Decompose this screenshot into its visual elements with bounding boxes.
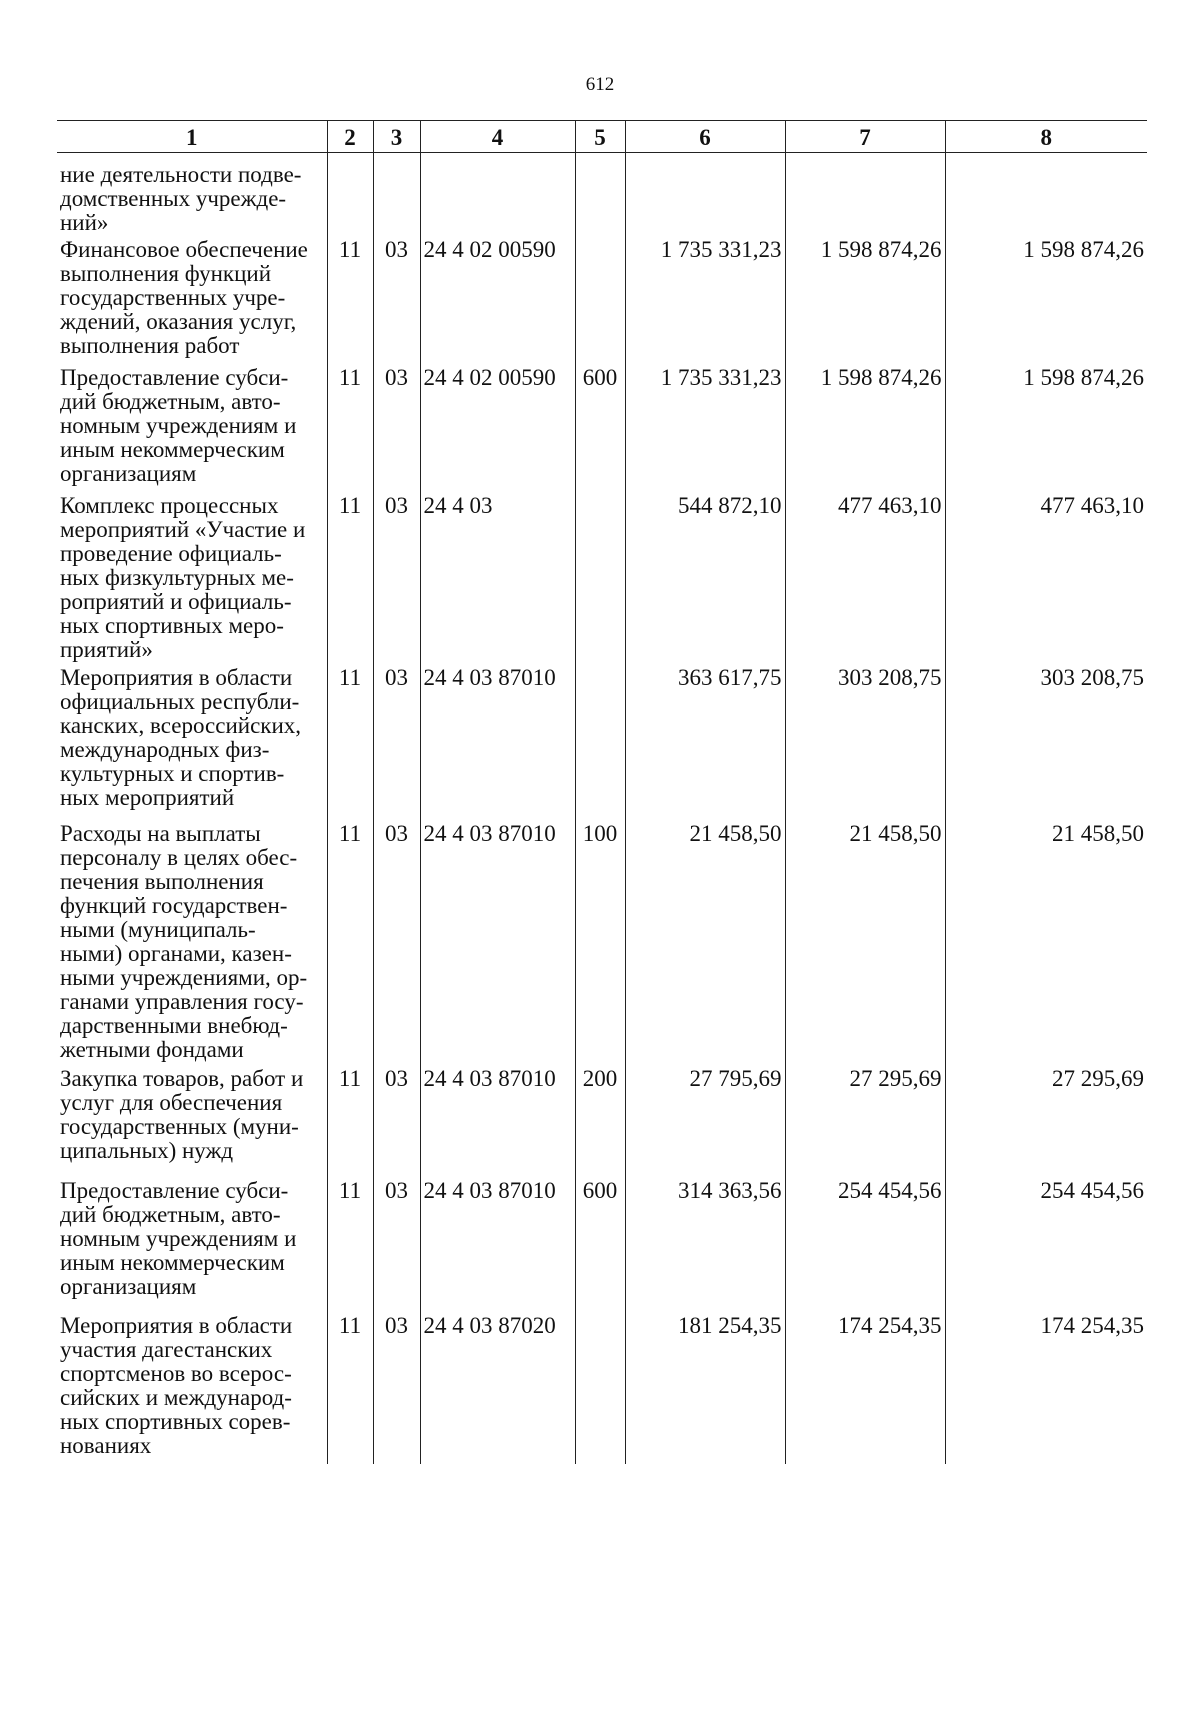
row-name-cell [57, 666, 327, 822]
section-code-cell: 11 [327, 1314, 373, 1464]
row-name-line: Предоставление субси- [60, 1177, 289, 1203]
row-name-cell [57, 366, 327, 494]
row-name-line: нованиях [60, 1432, 152, 1458]
row-name-line: ний» [60, 210, 109, 235]
target-article-cell: 24 4 03 87010 [420, 1067, 575, 1179]
table-row [57, 822, 1147, 1067]
row-name-line: организациям [60, 1273, 197, 1299]
amount-col6-cell: 181 254,35 [625, 1314, 785, 1464]
subsection-code-cell: 03 [373, 1067, 420, 1179]
table-row [57, 1314, 1147, 1464]
row-name-cell [57, 1067, 327, 1179]
row-name-line: услуг для обеспечения [60, 1089, 283, 1115]
row-name-line: Финансовое обеспечение [60, 236, 308, 262]
row-name-line: функций государствен- [60, 892, 288, 918]
amount-col7-cell [785, 153, 945, 238]
row-name-line: персоналу в целях обес- [60, 844, 298, 870]
row-name-line: мероприятий «Участие и [60, 516, 306, 542]
expense-type-cell: 100 [575, 822, 625, 1067]
amount-col7-cell: 27 295,69 [785, 1067, 945, 1179]
amount-col8-cell: 27 295,69 [945, 1067, 1147, 1179]
amount-col8-cell [945, 153, 1147, 238]
row-name-line: международных физ- [60, 736, 270, 762]
row-name-line: выполнения работ [60, 332, 240, 358]
amount-col6-cell: 544 872,10 [625, 494, 785, 666]
amount-col7-cell: 477 463,10 [785, 494, 945, 666]
row-name-line: ных физкультурных ме- [60, 564, 294, 590]
table-row [57, 666, 1147, 822]
row-name-line: сийских и международ- [60, 1384, 292, 1410]
row-name-line: участия дагестанских [60, 1336, 273, 1362]
amount-col7-cell: 1 598 874,26 [785, 238, 945, 366]
row-name-line: номным учреждениям и [60, 412, 297, 438]
row-name-line: государственных (муни- [60, 1113, 299, 1139]
expense-type-cell [575, 153, 625, 238]
row-name-line: Предоставление субси- [60, 364, 289, 390]
row-name-line: канских, всероссийских, [60, 712, 302, 738]
row-name-line: Комплекс процессных [60, 492, 279, 518]
amount-col8-cell: 174 254,35 [945, 1314, 1147, 1464]
row-name-line: ными учреждениями, ор- [60, 964, 308, 990]
target-article-cell: 24 4 03 87020 [420, 1314, 575, 1464]
subsection-code-cell: 03 [373, 822, 420, 1067]
row-name-line: Расходы на выплаты [60, 820, 261, 846]
row-name-line: иным некоммерческим [60, 436, 285, 462]
section-code-cell: 11 [327, 666, 373, 822]
column-header: 5 [575, 121, 625, 153]
section-code-cell: 11 [327, 1179, 373, 1314]
target-article-cell: 24 4 03 87010 [420, 1179, 575, 1314]
target-article-cell [420, 153, 575, 238]
row-name-line: ных мероприятий [60, 784, 235, 810]
amount-col8-cell: 21 458,50 [945, 822, 1147, 1067]
column-header: 7 [785, 121, 945, 153]
subsection-code-cell: 03 [373, 366, 420, 494]
amount-col8-cell: 254 454,56 [945, 1179, 1147, 1314]
row-name-line: Мероприятия в области [60, 664, 293, 690]
column-header: 6 [625, 121, 785, 153]
column-header: 1 [57, 121, 327, 153]
section-code-cell: 11 [327, 822, 373, 1067]
row-name-line: проведение официаль- [60, 540, 282, 566]
amount-col7-cell: 303 208,75 [785, 666, 945, 822]
table-row [57, 1179, 1147, 1314]
section-code-cell [327, 153, 373, 238]
row-name-line: ными (муниципаль- [60, 916, 256, 942]
amount-col8-cell: 1 598 874,26 [945, 366, 1147, 494]
row-name-cell [57, 1314, 327, 1464]
table-row [57, 366, 1147, 494]
column-header: 2 [327, 121, 373, 153]
row-name-cell [57, 238, 327, 366]
row-name-line: ных спортивных сорев- [60, 1408, 291, 1434]
table-row [57, 153, 1147, 238]
row-name-line: дий бюджетным, авто- [60, 388, 281, 414]
amount-col7-cell: 1 598 874,26 [785, 366, 945, 494]
row-name-line: жетными фондами [60, 1036, 244, 1062]
section-code-cell: 11 [327, 494, 373, 666]
row-name-line: печения выполнения [60, 868, 264, 894]
row-name-line: Мероприятия в области [60, 1312, 293, 1338]
row-name-line: ждений, оказания услуг, [60, 308, 297, 334]
amount-col6-cell: 27 795,69 [625, 1067, 785, 1179]
target-article-cell: 24 4 02 00590 [420, 238, 575, 366]
row-name-line: номным учреждениям и [60, 1225, 297, 1251]
budget-table [57, 120, 1147, 1464]
target-article-cell: 24 4 03 87010 [420, 666, 575, 822]
row-name-line: организациям [60, 460, 197, 486]
header-row [57, 121, 1147, 153]
section-code-cell: 11 [327, 366, 373, 494]
row-name-line: Закупка товаров, работ и [60, 1065, 304, 1091]
subsection-code-cell [373, 153, 420, 238]
table-row [57, 1067, 1147, 1179]
row-name-cell [57, 494, 327, 666]
subsection-code-cell: 03 [373, 1179, 420, 1314]
expense-type-cell [575, 1314, 625, 1464]
amount-col7-cell: 21 458,50 [785, 822, 945, 1067]
row-name-line: дий бюджетным, авто- [60, 1201, 281, 1227]
amount-col8-cell: 303 208,75 [945, 666, 1147, 822]
target-article-cell: 24 4 02 00590 [420, 366, 575, 494]
row-name-line: домственных учрежде- [60, 186, 287, 211]
expense-type-cell [575, 666, 625, 822]
expense-type-cell: 600 [575, 366, 625, 494]
row-name-line: роприятий и официаль- [60, 588, 292, 614]
subsection-code-cell: 03 [373, 1314, 420, 1464]
page-number: 612 [585, 74, 615, 95]
subsection-code-cell: 03 [373, 666, 420, 822]
amount-col8-cell: 1 598 874,26 [945, 238, 1147, 366]
amount-col6-cell: 1 735 331,23 [625, 366, 785, 494]
amount-col7-cell: 254 454,56 [785, 1179, 945, 1314]
row-name-line: культурных и спортив- [60, 760, 285, 786]
row-name-cell [57, 822, 327, 1067]
row-name-line: официальных республи- [60, 688, 300, 714]
amount-col6-cell: 314 363,56 [625, 1179, 785, 1314]
amount-col8-cell: 477 463,10 [945, 494, 1147, 666]
amount-col6-cell [625, 153, 785, 238]
subsection-code-cell: 03 [373, 238, 420, 366]
row-name-cell [57, 153, 327, 238]
row-name-line: ние деятельности подве- [60, 162, 302, 187]
amount-col6-cell: 363 617,75 [625, 666, 785, 822]
target-article-cell: 24 4 03 87010 [420, 822, 575, 1067]
row-name-line: ципальных) нужд [60, 1137, 234, 1163]
row-name-line: иным некоммерческим [60, 1249, 285, 1275]
section-code-cell: 11 [327, 238, 373, 366]
amount-col6-cell: 1 735 331,23 [625, 238, 785, 366]
expense-type-cell [575, 494, 625, 666]
row-name-cell [57, 1179, 327, 1314]
column-header: 4 [420, 121, 575, 153]
amount-col6-cell: 21 458,50 [625, 822, 785, 1067]
row-name-line: государственных учре- [60, 284, 286, 310]
expense-type-cell [575, 238, 625, 366]
column-header: 3 [373, 121, 420, 153]
row-name-line: ными) органами, казен- [60, 940, 292, 966]
row-name-line: приятий» [60, 636, 153, 662]
expense-type-cell: 600 [575, 1179, 625, 1314]
target-article-cell: 24 4 03 [420, 494, 575, 666]
column-header: 8 [945, 121, 1147, 153]
section-code-cell: 11 [327, 1067, 373, 1179]
row-name-line: ных спортивных меро- [60, 612, 284, 638]
subsection-code-cell: 03 [373, 494, 420, 666]
row-name-line: спортсменов во всерос- [60, 1360, 292, 1386]
row-name-line: ганами управления госу- [60, 988, 304, 1014]
row-name-line: дарственными внебюд- [60, 1012, 288, 1038]
table-row [57, 494, 1147, 666]
amount-col7-cell: 174 254,35 [785, 1314, 945, 1464]
table-row [57, 238, 1147, 366]
row-name-line: выполнения функций [60, 260, 271, 286]
expense-type-cell: 200 [575, 1067, 625, 1179]
